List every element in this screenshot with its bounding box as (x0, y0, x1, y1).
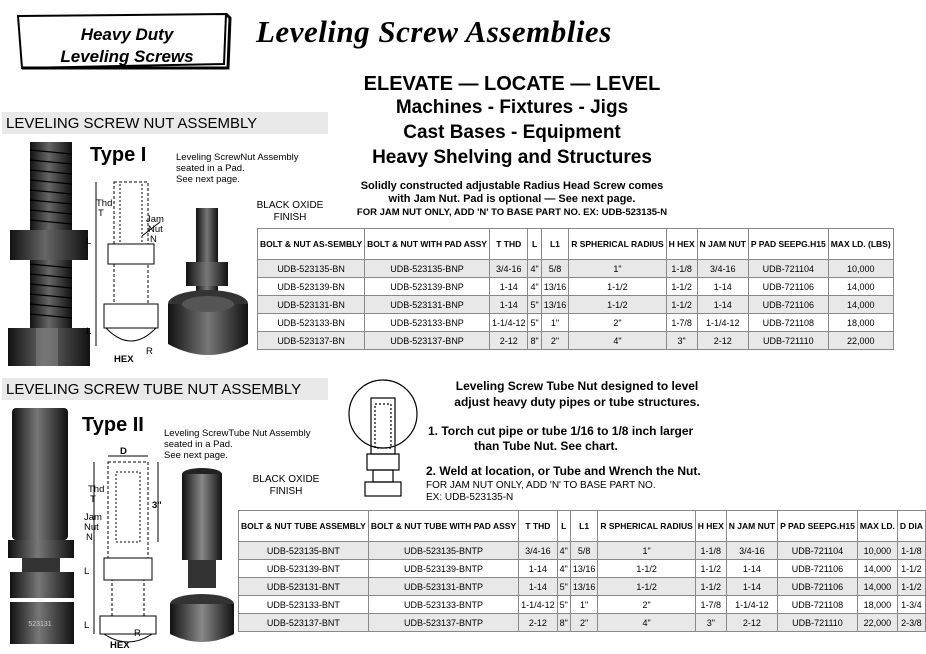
col-header: BOLT & NUT TUBE WITH PAD ASSY (368, 511, 518, 542)
table-row (239, 578, 926, 596)
col-header: BOLT & NUT AS-SEMBLY (258, 229, 365, 260)
table-cell: 3" (695, 614, 726, 632)
table-cell: UDB-523133-BNT (239, 596, 369, 614)
table-row (239, 560, 926, 578)
table-cell: 2-3/8 (897, 614, 925, 632)
table-row (239, 542, 926, 560)
table-cell: 5" (557, 596, 570, 614)
col-header: L (557, 511, 570, 542)
table-cell: 18,000 (828, 314, 893, 332)
diagram1-l1: L (86, 326, 92, 337)
table-cell: 2" (570, 614, 598, 632)
diagram2-l1: L (84, 620, 90, 631)
col-header: L1 (541, 229, 569, 260)
col-header: BOLT & NUT WITH PAD ASSY (365, 229, 490, 260)
col-header: MAX LD. (LBS) (828, 229, 893, 260)
section1-pad-note1: Leveling ScrewNut Assembly (176, 152, 299, 163)
table-cell: 3/4-16 (726, 542, 777, 560)
table-cell: 1-3/4 (897, 596, 925, 614)
table-cell: 1-14 (697, 278, 748, 296)
table-cell: 1-14 (519, 578, 558, 596)
diagram2-thd: Thd (88, 484, 105, 495)
col-header: N JAM NUT (726, 511, 777, 542)
table-cell: UDB-721106 (778, 578, 858, 596)
table-cell: UDB-721106 (748, 278, 828, 296)
tagline-line3: Cast Bases - Equipment (403, 122, 621, 143)
table-cell: 1" (569, 260, 666, 278)
col-header: R SPHERICAL RADIUS (569, 229, 666, 260)
table-cell: UDB-721106 (748, 296, 828, 314)
tube-in-pad-photo (166, 464, 238, 650)
table-cell: 1-14 (726, 578, 777, 596)
diagram2-jam: Jam (84, 512, 102, 523)
table-cell: 2-12 (726, 614, 777, 632)
section1-finish2: FINISH (273, 212, 307, 223)
tagline-line2: Machines - Fixtures - Jigs (395, 97, 629, 118)
col-header: N JAM NUT (697, 229, 748, 260)
table-cell: UDB-721110 (748, 332, 828, 350)
diagram1-thd: Thd (96, 198, 113, 209)
table-cell: 1-1/2 (897, 560, 925, 578)
table-cell: 22,000 (828, 332, 893, 350)
table-cell: 1-14 (489, 296, 528, 314)
table-cell: 1-1/2 (569, 296, 666, 314)
diagram1-t: T (98, 208, 104, 219)
section1-desc2: with Jam Nut. Pad is optional — See next page. (388, 193, 636, 205)
table-cell: 1-7/8 (695, 596, 726, 614)
table-cell: 13/16 (570, 560, 598, 578)
table-cell: 1" (598, 542, 695, 560)
table-cell: 1-1/2 (598, 560, 695, 578)
table-cell: 1-1/4-12 (726, 596, 777, 614)
table-cell: 4" (528, 260, 541, 278)
table-cell: UDB-721106 (778, 560, 858, 578)
heavy-duty-badge (12, 10, 232, 72)
table-cell: 14,000 (857, 560, 897, 578)
section2-pad-note1: Leveling ScrewTube Nut Assembly (164, 428, 311, 439)
table-row (258, 260, 894, 278)
table-cell: 4" (528, 278, 541, 296)
table-cell: 1-7/8 (666, 314, 697, 332)
table-cell: 1-14 (726, 560, 777, 578)
diagram2-three-inch: 3" (152, 500, 162, 511)
table-cell: 2-12 (697, 332, 748, 350)
table-cell: 1" (541, 314, 569, 332)
section2-pad-note3: See next page. (164, 450, 228, 461)
section2-spec-table (238, 510, 926, 632)
table-cell: 2-12 (489, 332, 528, 350)
table-row (258, 278, 894, 296)
diagram1-jam: Jam (146, 214, 164, 225)
table-cell: 5" (557, 578, 570, 596)
section1-title: LEVELING SCREW NUT ASSEMBLY (6, 115, 258, 132)
diagram1-hex: HEX (114, 354, 134, 365)
leveling-screw-photo (6, 138, 92, 370)
table-cell: UDB-523139-BNTP (368, 560, 518, 578)
table-cell: UDB-523137-BNP (365, 332, 490, 350)
table-cell: 22,000 (857, 614, 897, 632)
tagline-line4: Heavy Shelving and Structures (372, 147, 652, 168)
diagram2-nut: Nut (84, 522, 99, 533)
table-cell: UDB-523137-BNT (239, 614, 369, 632)
section2-desc2: adjust heavy duty pipes or tube structures. (454, 395, 700, 409)
section1-desc3: FOR JAM NUT ONLY, ADD 'N' TO BASE PART NO. EX: UDB-523135-N (356, 207, 668, 218)
section2-pad-note2: seated in a Pad. (164, 439, 233, 450)
col-header: T THD (519, 511, 558, 542)
section1-pad-note3: See next page. (176, 174, 240, 185)
table-cell: 1-1/4-12 (697, 314, 748, 332)
table-cell: UDB-523137-BN (258, 332, 365, 350)
table-cell: 5" (528, 314, 541, 332)
table-cell: 4" (569, 332, 666, 350)
table-cell: 2" (569, 314, 666, 332)
table-cell: 14,000 (857, 578, 897, 596)
col-header: D DIA (897, 511, 925, 542)
table-cell: UDB-523139-BNT (239, 560, 369, 578)
table-cell: UDB-523131-BNT (239, 578, 369, 596)
table-cell: UDB-523131-BNTP (368, 578, 518, 596)
tagline-line1: ELEVATE — LOCATE — LEVEL (363, 73, 661, 95)
col-header: T THD (489, 229, 528, 260)
section1-pad-note2: seated in a Pad. (176, 163, 245, 174)
table-cell: UDB-523133-BN (258, 314, 365, 332)
table-cell: 1-1/4-12 (489, 314, 528, 332)
table-cell: 4" (598, 614, 695, 632)
table-cell: 13/16 (570, 578, 598, 596)
section2-note1: FOR JAM NUT ONLY, ADD 'N' TO BASE PART NO. (426, 480, 656, 491)
table-cell: 1-14 (519, 560, 558, 578)
table-cell: 1-1/2 (569, 278, 666, 296)
col-header: H HEX (666, 229, 697, 260)
table-cell: 1-1/2 (666, 296, 697, 314)
table-cell: 2" (541, 332, 569, 350)
badge-line2: Leveling Screws (60, 47, 194, 66)
table-cell: UDB-721108 (778, 596, 858, 614)
col-header: L1 (570, 511, 598, 542)
col-header: L (528, 229, 541, 260)
table-cell: 2" (598, 596, 695, 614)
col-header: MAX LD. (857, 511, 897, 542)
col-header: R SPHERICAL RADIUS (598, 511, 695, 542)
table-cell: UDB-523131-BNP (365, 296, 490, 314)
table-header-row (258, 229, 894, 260)
table-row (258, 314, 894, 332)
table-cell: 14,000 (828, 296, 893, 314)
diagram1-nut: Nut (148, 224, 163, 235)
tube-nut-drawing (340, 378, 426, 502)
table-cell: 1-1/2 (695, 560, 726, 578)
table-cell: 3/4-16 (489, 260, 528, 278)
table-cell: 4" (557, 542, 570, 560)
table-cell: 1-1/8 (897, 542, 925, 560)
svg-text:523131: 523131 (28, 621, 52, 628)
diagram2-d: D (120, 446, 127, 457)
table-cell: UDB-523133-BNTP (368, 596, 518, 614)
table-cell: 3/4-16 (697, 260, 748, 278)
table-cell: UDB-523137-BNTP (368, 614, 518, 632)
diagram1-r: R (146, 346, 153, 357)
col-header: BOLT & NUT TUBE ASSEMBLY (239, 511, 369, 542)
table-cell: 8" (557, 614, 570, 632)
table-header-row (239, 511, 926, 542)
table-cell: UDB-721110 (778, 614, 858, 632)
section1-finish1: BLACK OXIDE (256, 200, 324, 211)
section2-step1b: than Tube Nut. See chart. (474, 439, 618, 453)
table-cell: 3" (666, 332, 697, 350)
table-cell: 3/4-16 (519, 542, 558, 560)
table-cell: 1-1/2 (897, 578, 925, 596)
section2-note2: EX: UDB-523135-N (426, 492, 514, 503)
table-cell: 1-1/8 (666, 260, 697, 278)
table-cell: 1-1/4-12 (519, 596, 558, 614)
col-header: H HEX (695, 511, 726, 542)
table-cell: 18,000 (857, 596, 897, 614)
diagram2-n: N (86, 532, 93, 543)
table-cell: 13/16 (541, 278, 569, 296)
table-cell: 1-1/2 (666, 278, 697, 296)
table-cell: 13/16 (541, 296, 569, 314)
table-cell: 1-1/2 (598, 578, 695, 596)
table-cell: UDB-523135-BNT (239, 542, 369, 560)
table-cell: 2-12 (519, 614, 558, 632)
diagram1-l: L (86, 236, 92, 247)
diagram2-r: R (134, 628, 141, 639)
table-cell: 1-1/8 (695, 542, 726, 560)
type-ii-label: Type II (82, 414, 144, 436)
section1-spec-table (257, 228, 894, 350)
table-row (258, 332, 894, 350)
table-cell: UDB-523131-BN (258, 296, 365, 314)
diagram2-t: T (90, 494, 96, 505)
table-cell: UDB-523135-BN (258, 260, 365, 278)
tube-nut-photo (6, 404, 78, 648)
section2-finish1: BLACK OXIDE (252, 474, 320, 485)
col-header: P PAD SEEPG.H15 (778, 511, 858, 542)
table-cell: 1-14 (697, 296, 748, 314)
table-cell: UDB-523135-BNTP (368, 542, 518, 560)
table-cell: UDB-721104 (778, 542, 858, 560)
table-cell: UDB-523133-BNP (365, 314, 490, 332)
table-cell: 1" (570, 596, 598, 614)
col-header: P PAD SEEPG.H15 (748, 229, 828, 260)
table-cell: UDB-721108 (748, 314, 828, 332)
diagram2-l: L (84, 566, 90, 577)
section2-step2: 2. Weld at location, or Tube and Wrench the Nut. (426, 464, 701, 478)
table-cell: 5" (528, 296, 541, 314)
table-cell: 4" (557, 560, 570, 578)
section2-finish2: FINISH (269, 486, 303, 497)
table-cell: 1-1/2 (695, 578, 726, 596)
type-i-label: Type I (90, 144, 147, 166)
diagram1-n: N (150, 234, 157, 245)
table-cell: 1-14 (489, 278, 528, 296)
table-cell: 8" (528, 332, 541, 350)
table-cell: 5/8 (570, 542, 598, 560)
table-cell: UDB-523135-BNP (365, 260, 490, 278)
section2-step1a: 1. Torch cut pipe or tube 1/16 to 1/8 inch larger (428, 424, 694, 438)
type-ii-diagram (82, 442, 178, 648)
badge-line1: Heavy Duty (80, 25, 174, 44)
screw-in-pad-photo (164, 204, 252, 364)
section2-desc1: Leveling Screw Tube Nut designed to level (455, 379, 699, 393)
table-cell: UDB-523139-BN (258, 278, 365, 296)
table-row (258, 296, 894, 314)
section1-desc1: Solidly constructed adjustable Radius Head Screw comes (360, 180, 664, 192)
page-title: Leveling Screw Assemblies (256, 14, 612, 49)
table-row (239, 596, 926, 614)
table-row (239, 614, 926, 632)
table-cell: 10,000 (857, 542, 897, 560)
table-cell: UDB-523139-BNP (365, 278, 490, 296)
diagram2-hex: HEX (110, 640, 130, 651)
table-cell: UDB-721104 (748, 260, 828, 278)
table-cell: 10,000 (828, 260, 893, 278)
table-cell: 5/8 (541, 260, 569, 278)
section2-title: LEVELING SCREW TUBE NUT ASSEMBLY (6, 381, 302, 398)
table-cell: 14,000 (828, 278, 893, 296)
